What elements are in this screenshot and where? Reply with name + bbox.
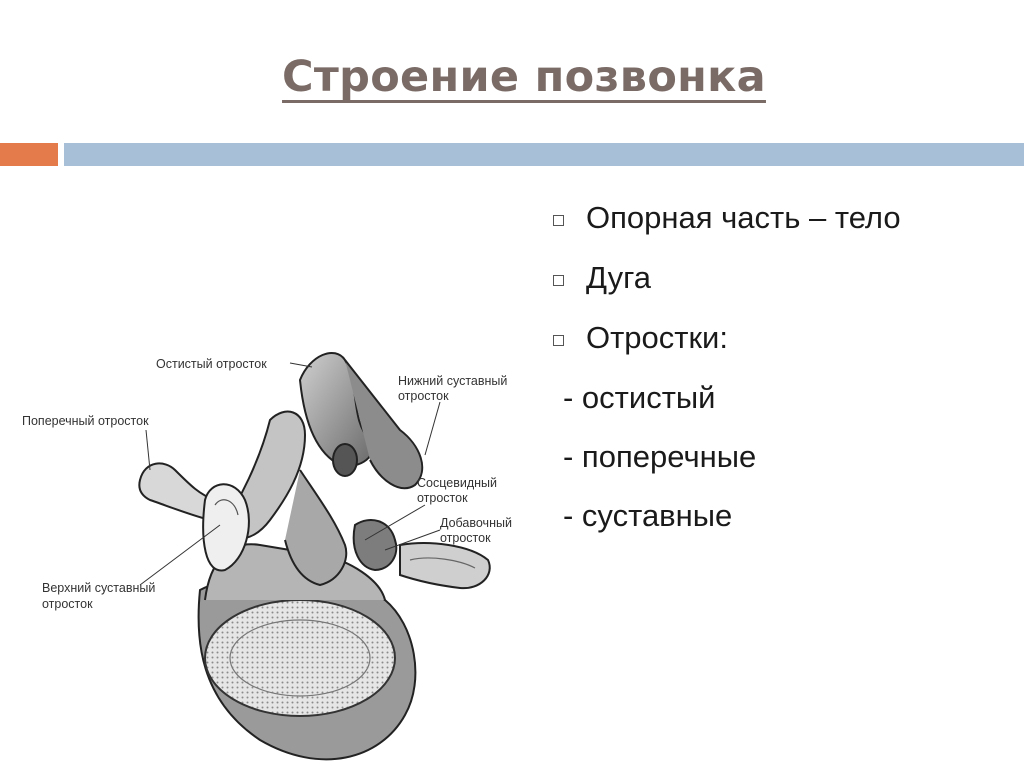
bullet-item (553, 248, 1013, 308)
bullet-text: Дуга (586, 260, 652, 295)
transverse-process-right (400, 543, 490, 588)
sub-item: - поперечные (563, 438, 757, 474)
label-inferior-articular-line1: Нижний суставный (398, 374, 508, 388)
slide-title: Строение позвонка (282, 52, 766, 102)
label-mamillary-line2: отросток (417, 491, 468, 505)
label-superior-articular-line1: Верхний суставный (42, 581, 156, 595)
label-superior-articular-line2: отросток (42, 597, 93, 611)
vertebra-illustration (139, 353, 489, 759)
vertebra-diagram (0, 330, 560, 767)
bullet-item (553, 188, 1013, 248)
sub-item: - суставные (563, 497, 733, 533)
label-transverse-process: Поперечный отросток (22, 414, 149, 428)
bullet-text: Опорная часть – тело (586, 200, 901, 235)
bullet-list (553, 188, 1013, 545)
label-spinous-process: Остистый отросток (156, 357, 267, 371)
label-accessory-line1: Добавочный (440, 516, 512, 530)
label-inferior-articular-line2: отросток (398, 389, 449, 403)
square-bullet-icon (553, 215, 564, 226)
accent-bar-blue (64, 143, 1024, 166)
accent-bar-orange (0, 143, 58, 166)
sub-item: - остистый (563, 379, 716, 415)
bullet-item (553, 308, 1013, 368)
label-mamillary-line1: Сосцевидный (417, 476, 497, 490)
label-accessory-line2: отросток (440, 531, 491, 545)
bullet-text: Отростки: (586, 320, 728, 355)
body-upper-surface (205, 600, 395, 716)
square-bullet-icon (553, 275, 564, 286)
